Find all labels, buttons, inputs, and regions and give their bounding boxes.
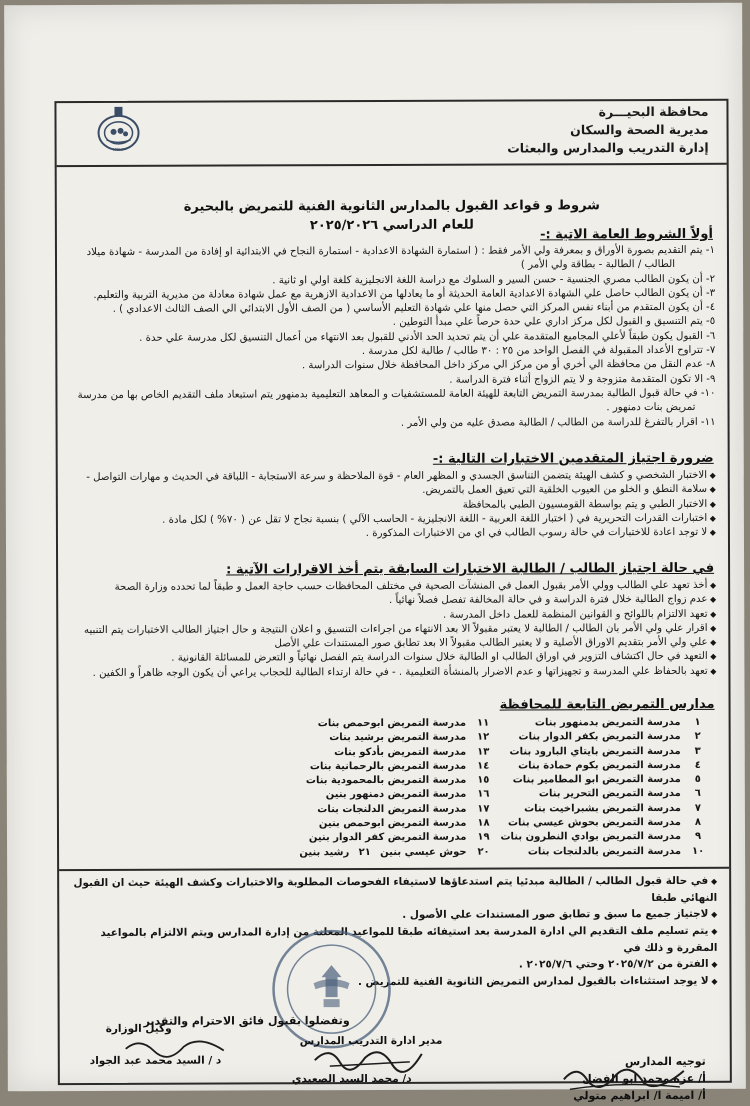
signature-undersecretary-name: د / السيد محمد عبد الجواد [90, 1055, 222, 1067]
schools-table [119, 716, 715, 861]
school-number: ٢٠ [467, 845, 501, 859]
section-general-conditions-heading: أولاً الشروط العامة الاتية :- [540, 227, 713, 243]
school-number: ٨ [681, 816, 715, 830]
school-number: ١٤ [466, 759, 500, 773]
signature-title: توجيه المدارس [573, 1053, 706, 1070]
school-name: مدرسة التمريض التحرير بنات [500, 787, 681, 802]
condition-line: ٧- تتراوح الأعداد المقبولة في الفصل الواحد من ٢٥ : ٣٠ طالب / طالبة لكل مدرسة . [69, 344, 715, 361]
school-number: ١١ [466, 717, 500, 731]
school-name: مدرسة التمريض ابو المطامير بنات [500, 773, 681, 788]
signature-title: مدير ادارة التدريب المدارس [300, 1032, 443, 1050]
school-name [119, 845, 467, 861]
school-name: مدرسة التمريض ابوحمص بنين [119, 817, 467, 833]
declaration-line: ◆ عدم زواج الطالبة خلال فترة الدراسة و في حالة المخالفة تفصل فصلاً نهائياً . [70, 593, 716, 610]
condition-line: ٩- الا تكون المتقدمة متزوجة و لا يتم الزواج أثناء فترة الدراسة . [69, 372, 715, 389]
note-line: ◆ لاجتياز جميع ما سبق و تطابق صور المستندات علي الأصول . [71, 906, 717, 925]
school-number: ٤ [681, 759, 715, 773]
school-number: ١٢ [466, 731, 500, 745]
school-name: مدرسة التمريض برشيد بنات [119, 731, 467, 747]
header-divider [57, 163, 727, 167]
table-row [119, 730, 715, 746]
condition-line: ٤- أن يكون المتقدم من أبناء نفس المركز التي حصل منها علي شهادة التعليم الأساسي ( من الصف الأول الابتدائي الي الصف الثالث الاعدادي ) . [69, 301, 715, 318]
note-line: ◆ لا يوجد استثناءات بالقبول لمدارس التمريض الثانوية الفنية للتمريض . [71, 973, 717, 992]
school-number: ١٨ [466, 817, 500, 831]
condition-line: ٥- يتم التنسيق و القبول لكل مركز اداري علي حدة حرصاً علي مبدأ التوطين . [69, 315, 715, 332]
school-name: مدرسة التمريض بكفر الدوار بنات [500, 730, 681, 745]
signature-name: أ/ اميمة ا/ ابراهيم متولي [573, 1087, 706, 1104]
school-name: مدرسة التمريض بكوم حمادة بنات [500, 759, 681, 774]
test-line: ◆ سلامة النطق و الخلو من العيوب الخلقية التي تعيق العمل بالتمريض. [70, 483, 716, 500]
school-number: ١٥ [466, 774, 500, 788]
school-name: مدرسة التمريض بالرحمانية بنات [119, 760, 467, 776]
handwritten-signature-icon [310, 1040, 430, 1072]
declaration-line: ◆ علي ولي الأمر بتقديم الاوراق الأصلية و لا يعتبر الطالب مقبولاً الا بعد تطابق صور المستندات علي الأصل [70, 636, 716, 653]
school-name: مدرسة التمريض بالمحمودية بنات [119, 774, 467, 790]
school-name: مدرسة التمريض ابوحمص بنات [119, 717, 467, 733]
note-line: ◆ يتم تسليم ملف التقديم الي ادارة المدرسة بعد استيفائه طبقا للمواعيد المعلنة من إدارة المدارس ويتم الالتزام بالمواعيد المقررة و ذلك في [71, 923, 717, 958]
declaration-line: ◆ اقرار علي ولي الأمر بان الطالب / الطالبة لا يعتبر مقبولاً الا بعد الانتهاء من اجراءات التنسيق و اعلان النتيجة و حال اجتياز الطالب الاختبارات يتم التنبيه [70, 622, 716, 639]
directorate-name: مديرية الصحة والسكان [489, 121, 709, 140]
section-tests-heading: ضرورة اجتياز المتقدمين الاختبارات التالية :- [433, 451, 714, 467]
condition-line: تمريض بنات دمنهور . [69, 401, 715, 418]
declaration-line: ◆ التعهد في حال اكتشاف التزوير في اوراق الطالب او الطالبة خلال سنوات الدراسة يتم الفصل نهائياً و التعرض للمسائلة القانونية . [70, 650, 716, 667]
handwritten-signature-icon [560, 1061, 690, 1095]
condition-line: ٢- أن يكون الطالب مصري الجنسية - حسن السير و السلوك مع دراسة اللغة الانجليزية كلغة اولي او ثانية . [69, 272, 715, 289]
condition-line: ٨- عدم النقل من محافظة الي أخري أو من مركز الي مركز داخل المحافظة خلال سنوات الدراسة . [69, 358, 715, 375]
note-line: ◆ الفترة من ٢٠٢٥/٧/٢ وحتي ٢٠٢٥/٧/٦ . [71, 956, 717, 975]
ministry-emblem-icon [76, 105, 140, 155]
condition-line: ١٠- في حالة قبول الطالبة بمدرسة التمريض التابعة للهيئة العامة للمستشفيات و المعاهد التعليمية بدمنهور يتم استبعاد ملف التقديم الخاص بها من مدرسة [69, 387, 715, 404]
declaration-line: ◆ أخذ تعهد علي الطالب وولي الأمر بقبول العمل في المنشآت الصحية في مختلف المحافظات حسب حاجة العمل و طبقاً لما تحدده وزارة الصحة [70, 579, 716, 596]
test-line: ◆ اختبارات القدرات التحريرية في ( اختبار اللغة العربية - اللغة الانجليزية - الحاسب الآلي ) بنسبة نجاح لا تقل عن ( ٧٠% ) لكل مادة . [70, 512, 716, 529]
school-number: ١٣ [466, 745, 500, 759]
school-name: مدرسة التمريض الدلنجات بنات [119, 802, 467, 818]
school-name: مدرسة التمريض بأدكو بنات [119, 745, 467, 761]
note-line: ◆ في حالة قبول الطالب / الطالبة مبدئيا يتم استدعاؤها لاستيفاء الفحوصات المطلوبة والاختبارات وكشف الهيئة حيث ان القبول النهائي طبقا [71, 873, 717, 908]
declaration-line: ◆ تعهد بالحفاظ علي المدرسة و تجهيزاتها و عدم الاضرار بالمنشأة التعليمية . - في حالة ارتداء الطالبة للحجاب يراعي أن يكون الوجه ظاهراً و الكفين . [70, 665, 716, 682]
school-number: ١٠ [681, 844, 715, 858]
test-line: ◆ الاختبار الطبي و يتم بواسطة القومسيون الطبي بالمحافظة [70, 497, 716, 514]
schools-list [119, 716, 715, 861]
table-row [119, 844, 715, 860]
title-line-2: للعام الدراسي ٢٠٢٥/٢٠٢٦ [137, 215, 647, 236]
condition-line: ١- يتم التقديم بصورة الأوراق و بمعرفة ولي الأمر فقط : ( استمارة الشهادة الاعدادية - استمارة النجاح في الابتدائية او إفادة من المدرسة - شهادة ميلاد [69, 244, 715, 261]
signature-undersecretary-title: وكيل الوزارة [106, 1023, 172, 1035]
signature-name: أ/ عزة محمد ابو الفضل [573, 1070, 706, 1087]
title-line-1: شروط و قواعد القبول بالمدارس الثانوية الفنية للتمريض بالبحيرة [137, 196, 647, 217]
document-sheet [4, 3, 746, 1092]
signature-training-director-name: د/ محمد السيد الصعيدي [292, 1070, 412, 1088]
document-frame [54, 99, 731, 1085]
test-line: ◆ الاختبار الشخصي و كشف الهيئة يتضمن التناسق الجسدي و المظهر العام - قوة الملاحظة و سرعة الاستجابة - اللباقة في الحديث و مهارات التواصل - [70, 469, 716, 486]
school-number: ١٦ [466, 788, 500, 802]
school-number: ١٩ [466, 831, 500, 845]
schools-heading: مدارس التمريض التابعة للمحافظة [500, 697, 715, 713]
school-name: مدرسة التمريض بايتاي البارود بنات [500, 745, 681, 760]
section-declarations-heading: في حالة اجتياز الطالب / الطالبة الاختبارات السابقة يتم أخذ الاقرارات الآتية : [226, 561, 714, 578]
school-name: مدرسة التمريض كفر الدوار بنين [119, 831, 467, 847]
school-number: ١ [681, 716, 715, 730]
school-number: ٩ [681, 830, 715, 844]
school-name: مدرسة التمريض بوادي النطرون بنات [500, 830, 681, 845]
header-block [488, 103, 708, 158]
school-name: رشيد بنين [299, 847, 349, 858]
school-name: مدرسة التمريض بدمنهور بنات [500, 716, 681, 731]
test-line: ◆ لا توجد اعادة للاختبارات في حالة رسوب الطالب في اي من الاختبارات المذكورة . [70, 526, 716, 543]
school-number: ٧ [681, 802, 715, 816]
school-number: ٦ [681, 787, 715, 801]
section-declarations [70, 579, 716, 681]
declaration-line: ◆ تعهد الالتزام باللوائح و القوانين المنظمة للعمل داخل المدرسة . [70, 607, 716, 624]
school-name: حوش عيسي بنين [380, 846, 466, 857]
department-name: إدارة التدريب والمدارس والبعثات [489, 139, 709, 158]
school-number: ١٧ [466, 802, 500, 816]
school-number: ٣ [681, 744, 715, 758]
closing-phrase: وتفضلوا بقبول فائق الاحترام والتقدير [144, 1014, 350, 1028]
school-name: مدرسة التمريض بشبراخيت بنات [500, 802, 681, 817]
condition-line: ٦- القبول يكون طبقاً لأعلي المجاميع المتقدمة علي أن يتم تحديد الحد الأدني للقبول بعد الانتهاء من أعمال التنسيق لكل مدرسة علي حدة . [69, 330, 715, 347]
school-name: مدرسة التمريض بحوش عيسي بنات [500, 816, 681, 831]
governorate-name: محافظة البحيـــرة [488, 103, 708, 122]
school-number: ٢١ [353, 846, 377, 860]
school-name: مدرسة التمريض دمنهور بنين [119, 788, 467, 804]
section-general-conditions [69, 244, 716, 432]
condition-line: الطالب / الطالبة - بطاقة ولي الأمر ) [69, 258, 715, 275]
handwritten-signature-icon [120, 1033, 230, 1063]
school-name: مدرسة التمريض بالدلنجات بنات [501, 845, 682, 860]
school-number: ٥ [681, 773, 715, 787]
condition-line: ٣- أن يكون الطالب حاصل علي الشهادة الاعدادية العامة الحديثة أو ما يعادلها من الاعدادية الازهرية مع عمل شهادة معادلة من مديرية التربية والتعليم. [69, 287, 715, 304]
schools-divider [59, 867, 729, 871]
school-number: ٢ [681, 730, 715, 744]
condition-line: ١١- اقرار بالتفرغ للدراسة من الطالب / الطالبة مصدق عليه من ولي الأمر . [70, 415, 716, 432]
svg-text:MOHP: MOHP [113, 147, 126, 152]
section-tests [70, 469, 716, 543]
